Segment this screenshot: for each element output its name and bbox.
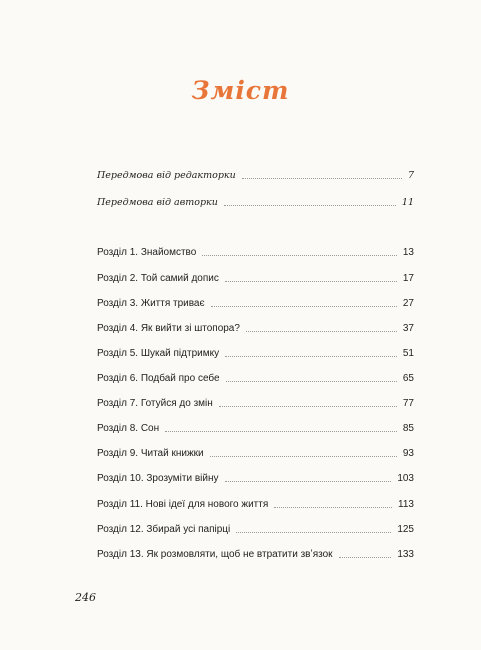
toc-entry-page: 37	[402, 323, 414, 334]
toc-entry-page: 51	[402, 348, 414, 359]
dot-leader	[202, 255, 397, 256]
toc-entry-label: Розділ 2. Той самий допис	[97, 273, 219, 284]
toc-entry-chapter-13[interactable]	[97, 545, 414, 561]
dot-leader	[339, 557, 392, 558]
toc-entry-chapter-2[interactable]	[97, 269, 414, 285]
toc-entry-label: Розділ 12. Збирай усі папірці	[97, 524, 231, 535]
dot-leader	[211, 306, 397, 307]
toc-entry-chapter-3[interactable]	[97, 294, 414, 310]
toc-entry-label: Розділ 7. Готуйся до змін	[97, 398, 213, 409]
toc-entry-page: 77	[402, 398, 414, 409]
dot-leader	[225, 481, 392, 482]
toc-entry-page: 85	[402, 423, 414, 434]
page-number: 246	[75, 591, 96, 604]
dot-leader	[165, 431, 397, 432]
toc-entry-page: 17	[402, 273, 414, 284]
dot-leader	[274, 507, 392, 508]
page-title: Зміст	[191, 76, 290, 105]
dot-leader	[210, 456, 397, 457]
toc-entry-chapter-1[interactable]	[97, 243, 414, 259]
toc-entry-page: 65	[402, 373, 414, 384]
toc-entry-chapter-9[interactable]	[97, 444, 414, 460]
toc-entry-label: Розділ 8. Сон	[97, 423, 160, 434]
toc-entry-label: Розділ 4. Як вийти зі штопора?	[97, 323, 240, 334]
toc-entry-foreword-editor[interactable]	[97, 166, 414, 182]
toc-entry-label: Розділ 3. Життя триває	[97, 298, 205, 309]
toc-entry-page: 27	[402, 298, 414, 309]
toc-entry-page: 13	[402, 247, 414, 258]
toc-entry-page: 11	[401, 197, 414, 208]
toc-entry-page: 93	[402, 448, 414, 459]
toc-entry-page: 125	[397, 524, 414, 535]
toc-entry-label: Передмова від авторки	[97, 197, 218, 208]
dot-leader	[226, 381, 397, 382]
toc-entry-chapter-8[interactable]	[97, 419, 414, 435]
dot-leader	[246, 331, 397, 332]
toc-entry-page: 7	[407, 170, 414, 181]
toc-entry-label: Передмова від редакторки	[97, 170, 236, 181]
dot-leader	[219, 406, 397, 407]
toc-entry-foreword-author[interactable]	[97, 193, 414, 209]
toc-entry-chapter-5[interactable]	[97, 344, 414, 360]
toc-entry-page: 103	[397, 473, 414, 484]
toc-entry-page: 133	[397, 549, 414, 560]
toc-entry-chapter-10[interactable]	[97, 469, 414, 485]
toc-entry-label: Розділ 6. Подбай про себе	[97, 373, 220, 384]
toc-entry-label: Розділ 13. Як розмовляти, щоб не втратити звʼязок	[97, 549, 333, 560]
toc-entry-chapter-7[interactable]	[97, 394, 414, 410]
toc-entry-label: Розділ 10. Зрозуміти війну	[97, 473, 219, 484]
toc-entry-label: Розділ 9. Читай книжки	[97, 448, 204, 459]
dot-leader	[225, 281, 397, 282]
toc-entry-chapter-12[interactable]	[97, 520, 414, 536]
dot-leader	[224, 205, 396, 206]
toc-entry-chapter-6[interactable]	[97, 369, 414, 385]
dot-leader	[225, 356, 397, 357]
dot-leader	[236, 532, 391, 533]
toc-entry-chapter-11[interactable]	[97, 495, 414, 511]
toc-entry-label: Розділ 5. Шукай підтримку	[97, 348, 220, 359]
toc-entry-chapter-4[interactable]	[97, 319, 414, 335]
toc-entry-label: Розділ 11. Нові ідеї для нового життя	[97, 499, 269, 510]
dot-leader	[242, 178, 402, 179]
toc-entry-label: Розділ 1. Знайомство	[97, 247, 197, 258]
toc-entry-page: 113	[398, 499, 414, 510]
